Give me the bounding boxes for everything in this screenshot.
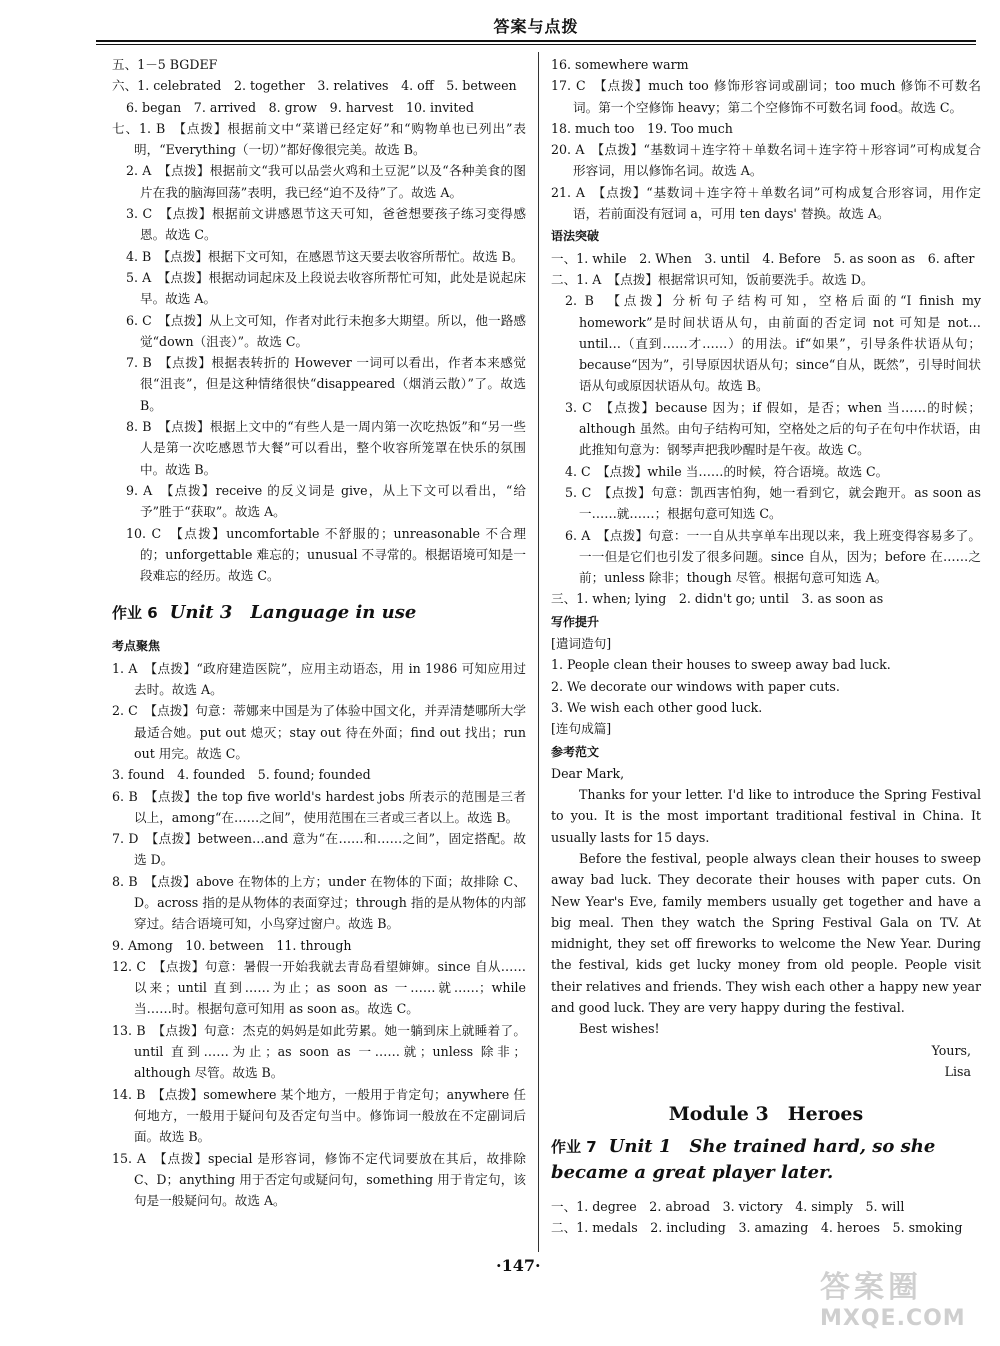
letter-sign-off: Yours, [931,1042,971,1058]
sample-letter [551,763,981,1082]
answer-line: 3. We wish each other good luck. [551,699,763,715]
answer-item: 14. B 【点拨】somewhere 某个地方，一般用于肯定句；anywhere 任何地方，一般用于疑问句及否定句当中。修饰词一般放在不定副词后面。故选 B。 [112,1086,526,1145]
answer-item: 4. B 【点拨】根据下文可知，在感恩节这天要去收容所帮忙。故选 B。 [126,248,524,264]
section-label: 写作提升 [551,614,600,629]
answer-line: 1. People clean their houses to sweep away bad luck. [551,657,891,673]
answer-item: 2. C 【点拨】句意：蒂娜来中国是为了体验中国文化，并弄清楚哪所大学最适合她。put out 熄灭；stay out 待在外面；find out 找出；run out 用完。故选 C。 [112,703,526,761]
answer-item: 5. A 【点拨】根据动词起床及上段说去收容所帮忙可知，此处是说起床早。故选 A。 [126,269,526,307]
answer-line: 二、1. A 【点拨】根据常识可知，饭前要洗手。故选 D。 [551,271,874,287]
left-column [112,54,526,1211]
assignment-label: 作业 7 [551,1137,597,1156]
answer-item: 20. A 【点拨】“基数词＋连字符＋单数名词＋连字符＋形容词”可构成复合形容词，用以修饰名词。故选 A。 [551,142,981,179]
column-divider [538,52,539,1252]
unit-title: Unit 3 Language in use [169,602,417,624]
letter-salutation: Dear Mark, [551,765,625,781]
section-label: 语法突破 [551,229,600,244]
answer-line: 18. much too 19. Too much [551,120,733,136]
answer-item: 17. C 【点拨】much too 修饰形容词或副词；too much 修饰不可数名词。第一个空修饰 heavy；第二个空修饰不可数名词 food。故选 C。 [551,78,981,115]
answer-item: 2. B 【点拨】分析句子结构可知，空格后面的“I finish my homework”是时间状语从句，由前面的否定词 not 可知是 not…until…（直到……才……）的用法。if“如果”，引导条件状语从句；because“因为”，引导原因状语从句；since“自从，既然”，引导时间状语从句或原因状语从句。故选 B。 [565,293,981,394]
answer-item: 3. C 【点拨】根据前文讲感恩节这天可知，爸爸想要孩子练习变得感恩。故选 C。 [126,206,526,243]
letter-paragraph: Before the festival, people always clean their houses to sweep away bad luck. They decorate their houses with paper cuts. On New Year's Eve, family members usually get together and have a big meal. Then they watch the Spring Festival Gala on TV. At midnight, they set off fireworks to welcome the New Year. During the festival, kids get lucky money from old people. People visit their relatives and friends. They wish each other a happy new year and good luck. They are very happy during the festival. [551,850,981,1016]
answer-line: 9. Among 10. between 11. through [112,937,352,953]
answer-line: 五、1－5 BGDEF [112,57,218,72]
answer-line: 2. We decorate our windows with paper cuts. [551,678,840,694]
right-column [551,54,981,1238]
letter-closing: Best wishes! [579,1021,660,1037]
answer-item: 七、1. B 【点拨】根据前文中“菜谱已经定好”和“购物单也已列出”表明，“Everything（一切）”都好像很完美。故选 B。 [112,120,526,158]
section-sub-label: [连句成篇] [551,721,612,737]
unit-heading [551,1134,981,1186]
answer-item: 9. A 【点拨】receive 的反义词是 give，从上下文可以看出，“给予”胜于“获取”。故选 A。 [126,482,526,520]
answer-item: 3. C 【点拨】because 因为；if 假如，是否；when 当……的时候；although 虽然。由句子结构可知，空格处之后的句子在句中作状语，由此推知句意为：钢琴声把我吵醒时是午夜。故选 C。 [565,399,981,458]
unit-title: Unit 1 She trained hard, so she became a great player later. [551,1135,936,1183]
page-header: 答案与点拨 [493,17,579,36]
header-rule-thin [96,44,976,45]
answer-line: 一、1. degree 2. abroad 3. victory 4. simply 5. will [551,1198,905,1214]
answer-item: 2. A 【点拨】根据前文“我可以品尝火鸡和土豆泥”以及“各种美食的图片在我的脑海回荡”表明，我已经“迫不及待”了。故选 A。 [126,163,526,200]
answer-line: 6. began 7. arrived 8. grow 9. harvest 10. invited [126,99,474,115]
answer-line: 一、1. while 2. When 3. until 4. Before 5. as soon as 6. after [551,250,975,266]
answer-line: 二、1. medals 2. including 3. amazing 4. heroes 5. smoking [551,1219,963,1235]
section-label: 参考范文 [551,744,600,759]
answer-item: 15. A 【点拨】special 是形容词，修饰不定代词要放在其后，故排除 C、D；anything 用于否定句或疑问句，something 用于肯定句，该句是一般疑问句。故选 A。 [112,1150,526,1209]
answer-line: 3. found 4. founded 5. found; founded [112,767,371,783]
watermark-logo-text: 答案圈 [820,1270,922,1305]
answer-item: 4. C 【点拨】while 当……的时候，符合语境。故选 C。 [565,463,889,479]
assignment-label: 作业 6 [112,604,158,623]
answer-item: 6. B 【点拨】the top five world's hardest jobs 所表示的范围是三者以上，among“在……之间”，使用范围在三者或三者以上。故选 B。 [112,788,526,825]
section-label: 考点聚焦 [112,639,161,654]
page-number: ·147· [496,1256,541,1275]
module-title: Module 3 Heroes [668,1103,864,1126]
answer-item: 8. B 【点拨】above 在物体的上方；under 在物体的下面；故排除 C、D。across 指的是从物体的表面穿过；through 指的是从物体的内部穿过。结合语境可知，小鸟穿过窗户。故选 B。 [112,873,526,932]
answer-item: 12. C 【点拨】句意：暑假一开始我就去青岛看望婶婶。since 自从……以来；until 直到……为止；as soon as 一……就……；while 当……时。根据句意可知用 as soon as。故选 C。 [112,958,526,1017]
watermark-url: MXQE.COM [820,1306,966,1331]
answer-item: 7. D 【点拨】between…and 意为“在……和……之间”，固定搭配。故选 D。 [112,831,526,868]
letter-signature: Lisa [944,1063,971,1079]
answer-item: 8. B 【点拨】根据上文中的“有些人是一周内第一次吃热饭”和“另一些人是第一次吃感恩节大餐”可以看出，整个收容所笼罩在快乐的氛围中。故选 B。 [126,419,526,477]
answer-item: 21. A 【点拨】“基数词＋连字符＋单数名词”可构成复合形容词，用作定语，若前面没有冠词 a，可用 ten days' 替换。故选 A。 [551,184,981,222]
answer-item: 13. B 【点拨】句意：杰克的妈妈是如此劳累。她一躺到床上就睡着了。until 直到……为止；as soon as 一……就；unless 除非；although 尽管。故选 B。 [112,1022,526,1081]
answer-item: 7. B 【点拨】根据表转折的 However 一词可以看出，作者本来感觉很“沮丧”，但是这种情绪很快“disappeared（烟消云散）”了。故选 B。 [126,355,526,413]
answer-item: 1. A 【点拨】“政府建造医院”，应用主动语态，用 in 1986 可知应用过去时。故选 A。 [112,660,526,698]
answer-line: 三、1. when; lying 2. didn't go; until 3. as soon as [551,591,884,607]
unit-heading [112,600,526,626]
answer-line: 六、1. celebrated 2. together 3. relatives 4. off 5. between [112,78,517,94]
answer-line: 16. somewhere warm [551,57,689,72]
section-sub-label: [遣词造句] [551,636,612,652]
watermark-logo [820,1262,990,1342]
answer-item: 6. C 【点拨】从上文可知，作者对此行未抱多大期望。所以，他一路感觉“down（沮丧）”。故选 C。 [126,312,526,349]
answer-item: 6. A 【点拨】句意：一一自从共享单车出现以来，我上班变得容易多了。一一但是它们也引发了很多问题。since 自从，因为；before 在……之前；unless 除非；though 尽管。根据句意可知选 A。 [565,527,981,586]
answer-item: 5. C 【点拨】句意：凯西害怕狗，她一看到它，就会跑开。as soon as 一……就……；根据句意可知选 C。 [565,484,981,522]
answer-item: 10. C 【点拨】uncomfortable 不舒服的；unreasonable 不合理的；unforgettable 难忘的；unusual 不寻常的。根据语境可知是一段难忘的经历。故选 C。 [126,525,526,584]
letter-paragraph: Thanks for your letter. I'd like to introduce the Spring Festival to you. It is the most important traditional festival in China. It usually lasts for 15 days. [551,787,981,845]
header-rule [96,40,976,42]
